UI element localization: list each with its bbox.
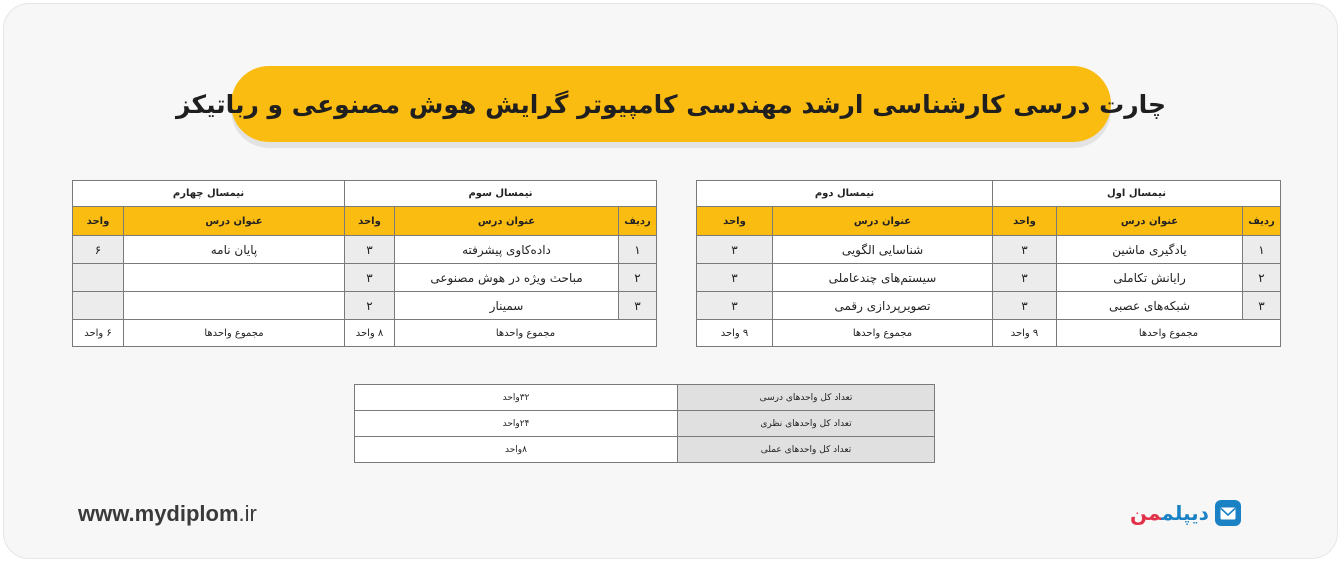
- col-title-header: عنوان درس: [124, 207, 345, 236]
- course-units: ۳: [697, 264, 773, 292]
- brand-logo: [1130, 500, 1241, 526]
- semester-4-header: نیمسال چهارم: [73, 181, 345, 207]
- logo-text-part1: دیپلم: [1161, 501, 1209, 525]
- course-units: ۶: [73, 236, 124, 264]
- col-title-header: عنوان درس: [1057, 207, 1243, 236]
- row-number: ۱: [619, 236, 657, 264]
- sum-value: ۸ واحد: [345, 320, 395, 347]
- total-label: تعداد کل واحدهای درسی: [678, 385, 935, 411]
- course-units: ۳: [345, 264, 395, 292]
- course-title: سیستم‌های چندعاملی: [773, 264, 993, 292]
- sum-label: مجموع واحدها: [124, 320, 345, 347]
- course-title: سمینار: [395, 292, 619, 320]
- logo-text-part2: من: [1130, 501, 1162, 525]
- table-row: [73, 264, 657, 292]
- col-title-header: عنوان درس: [773, 207, 993, 236]
- website-link[interactable]: [78, 501, 257, 527]
- course-units: ۳: [697, 292, 773, 320]
- row-number: ۲: [1243, 264, 1281, 292]
- semester-3-header: نیمسال سوم: [345, 181, 657, 207]
- semester-3-4-table: [72, 180, 657, 347]
- col-units-header: واحد: [73, 207, 124, 236]
- course-title: تصویرپردازی رقمی: [773, 292, 993, 320]
- course-title: شناسایی الگویی: [773, 236, 993, 264]
- envelope-icon: [1215, 500, 1241, 526]
- table-row: [73, 236, 657, 264]
- table-row: [355, 437, 935, 463]
- sum-value: ۹ واحد: [993, 320, 1057, 347]
- course-units: [73, 264, 124, 292]
- col-units-header: واحد: [345, 207, 395, 236]
- sum-label: مجموع واحدها: [395, 320, 657, 347]
- sum-value: ۹ واحد: [697, 320, 773, 347]
- course-units: ۳: [697, 236, 773, 264]
- course-units: [73, 292, 124, 320]
- course-title: [124, 292, 345, 320]
- course-title: پایان نامه: [124, 236, 345, 264]
- website-tld: .ir: [238, 501, 257, 526]
- col-row-header: ردیف: [619, 207, 657, 236]
- col-row-header: ردیف: [1243, 207, 1281, 236]
- row-number: ۳: [619, 292, 657, 320]
- total-value: ۲۴واحد: [355, 411, 678, 437]
- semester-2-header: نیمسال دوم: [697, 181, 993, 207]
- course-title: مباحث ویژه در هوش مصنوعی: [395, 264, 619, 292]
- semester-1-header: نیمسال اول: [993, 181, 1281, 207]
- table-row: [355, 411, 935, 437]
- col-units-header: واحد: [993, 207, 1057, 236]
- row-number: ۳: [1243, 292, 1281, 320]
- table-row: [73, 292, 657, 320]
- semester-1-2-table: [696, 180, 1281, 347]
- total-value: ۳۲واحد: [355, 385, 678, 411]
- course-title: یادگیری ماشین: [1057, 236, 1243, 264]
- col-units-header: واحد: [697, 207, 773, 236]
- course-units: ۲: [345, 292, 395, 320]
- sum-label: مجموع واحدها: [773, 320, 993, 347]
- table-row: [697, 292, 1281, 320]
- sum-value: ۶ واحد: [73, 320, 124, 347]
- logo-text: [1130, 501, 1209, 525]
- course-units: ۳: [993, 264, 1057, 292]
- total-value: ۸واحد: [355, 437, 678, 463]
- course-title: شبکه‌های عصبی: [1057, 292, 1243, 320]
- course-title: داده‌کاوی پیشرفته: [395, 236, 619, 264]
- total-label: تعداد کل واحدهای نظری: [678, 411, 935, 437]
- course-title: [124, 264, 345, 292]
- table-row: [697, 236, 1281, 264]
- course-units: ۳: [345, 236, 395, 264]
- row-number: ۲: [619, 264, 657, 292]
- title-banner: [176, 66, 1166, 142]
- row-number: ۱: [1243, 236, 1281, 264]
- course-units: ۳: [993, 236, 1057, 264]
- table-row: [697, 264, 1281, 292]
- sum-label: مجموع واحدها: [1057, 320, 1281, 347]
- page-title: چارت درسی کارشناسی ارشد مهندسی کامپیوتر گرایش هوش مصنوعی و رباتیکز: [176, 89, 1166, 119]
- totals-table: [354, 384, 935, 463]
- website-main: www.mydiplom: [78, 501, 239, 526]
- col-title-header: عنوان درس: [395, 207, 619, 236]
- table-row: [355, 385, 935, 411]
- course-units: ۳: [993, 292, 1057, 320]
- total-label: تعداد کل واحدهای عملی: [678, 437, 935, 463]
- course-title: رایانش تکاملی: [1057, 264, 1243, 292]
